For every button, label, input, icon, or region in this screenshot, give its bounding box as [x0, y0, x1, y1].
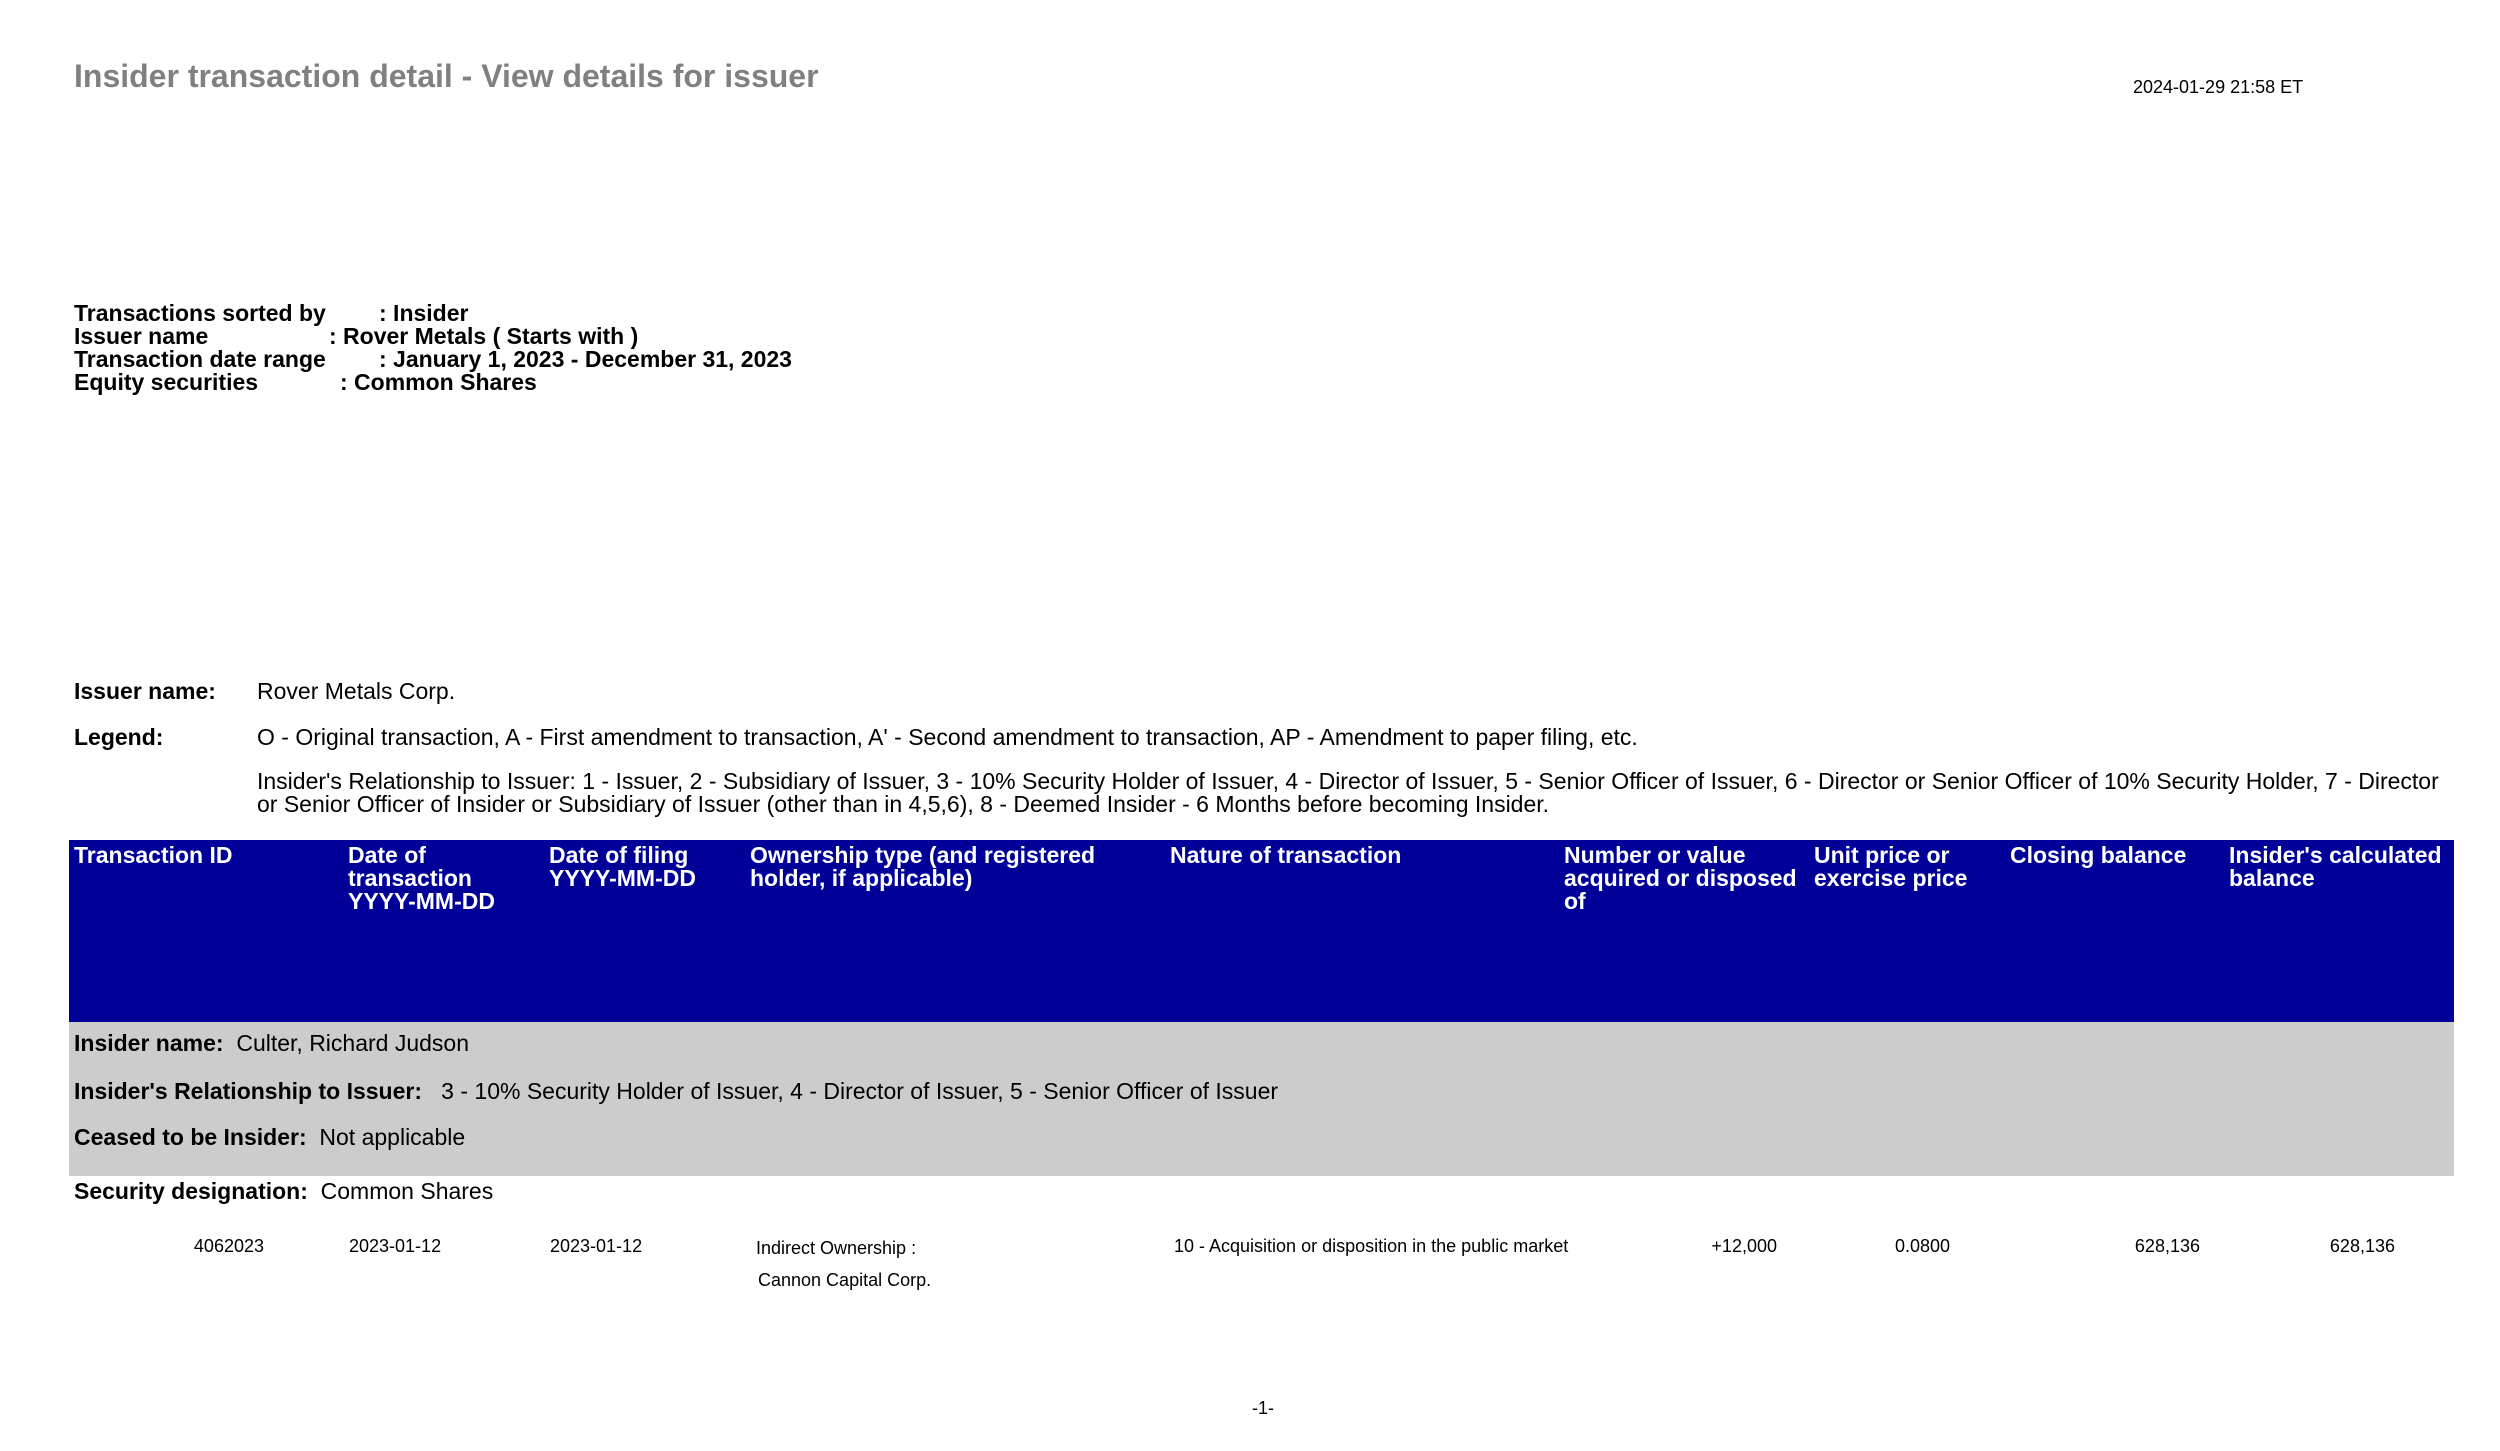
cell-unit-price: 0.0800 [1894, 1236, 1950, 1256]
cell-date-of-transaction: 2023-01-12 [349, 1236, 442, 1256]
cell-nature-of-transaction: 10 - Acquisition or disposition in the public market [1174, 1236, 1569, 1256]
page-title: Insider transaction detail - View details for issuer [74, 58, 819, 94]
issuer-label: Issuer name: [74, 678, 216, 704]
cell-closing-balance: 628,136 [2134, 1236, 2200, 1256]
column-header-ownership-type: Ownership type (and registered holder, if applicable) [750, 842, 1096, 891]
criteria-label: Issuer name [74, 323, 209, 349]
legend-label: Legend: [74, 724, 164, 750]
insider-name-row [74, 1030, 469, 1057]
insider-info-block [69, 1022, 2454, 1176]
cell-number-or-value: +12,000 [1711, 1236, 1777, 1256]
criteria-label: Transactions sorted by [74, 300, 326, 326]
column-header-date-of-transaction: Date of transaction YYYY-MM-DD [348, 842, 495, 914]
column-header-nature-of-transaction: Nature of transaction [1170, 842, 1402, 868]
column-header-unit-price: Unit price or exercise price [1814, 842, 1968, 891]
security-designation [74, 1178, 493, 1205]
column-header-closing-balance: Closing balance [2010, 842, 2187, 868]
cell-transaction-id: 4062023 [193, 1236, 264, 1256]
ceased-value: Not applicable [319, 1124, 466, 1150]
column-header-transaction-id: Transaction ID [74, 842, 233, 868]
insider-name: Culter, Richard Judson [236, 1030, 470, 1056]
insider-relationship-row [74, 1078, 1278, 1105]
criteria-label: Transaction date range [74, 346, 326, 372]
security-designation-value: Common Shares [320, 1178, 494, 1204]
column-header-date-of-filing: Date of filing YYYY-MM-DD [549, 842, 696, 891]
ceased-label: Ceased to be Insider: [74, 1124, 307, 1150]
column-header-number-or-value: Number or value acquired or disposed of [1564, 842, 1797, 914]
criteria-label: Equity securities [74, 369, 259, 395]
ceased-row [74, 1124, 465, 1151]
criteria-value: : Rover Metals ( Starts with ) [329, 323, 639, 349]
insider-relationship: 3 - 10% Security Holder of Issuer, 4 - Director of Issuer, 5 - Senior Officer of Issuer [441, 1078, 1279, 1104]
criteria-value: : Common Shares [340, 369, 537, 395]
report-timestamp: 2024-01-29 21:58 ET [2133, 77, 2304, 97]
criteria-value: : January 1, 2023 - December 31, 2023 [379, 346, 792, 372]
column-header-calculated-balance: Insider's calculated balance [2229, 842, 2442, 891]
insider-name-label: Insider name: [74, 1030, 224, 1056]
cell-ownership-type: Indirect Ownership : [756, 1238, 917, 1258]
security-designation-label: Security designation: [74, 1178, 308, 1204]
insider-relationship-label: Insider's Relationship to Issuer: [74, 1078, 422, 1104]
table-header [69, 840, 2454, 1022]
cell-date-of-filing: 2023-01-12 [550, 1236, 643, 1256]
cell-calculated-balance: 628,136 [2329, 1236, 2395, 1256]
relationship-legend: Insider's Relationship to Issuer: 1 - Issuer, 2 - Subsidiary of Issuer, 3 - 10% Security Holder of Issuer, 4 - Director of Issuer, 5 - Senior Officer of Issuer, 6 - Director or Senior Officer of 10% Security Holder, 7 - Director or Senior Officer of Insider or Subsidiary of Issuer (other than in 4,5,6), 8 - Deemed Insider - 6 Months before becoming Insider. [257, 768, 2439, 817]
criteria-value: : Insider [379, 300, 469, 326]
issuer-name: Rover Metals Corp. [257, 678, 456, 704]
table-row [0, 1236, 2500, 1306]
cell-registered-holder: Cannon Capital Corp. [758, 1270, 932, 1290]
page-number: -1- [1252, 1398, 1274, 1418]
legend-text: O - Original transaction, A - First amendment to transaction, A' - Second amendment to transaction, AP - Amendment to paper filing, etc. [257, 724, 1638, 750]
